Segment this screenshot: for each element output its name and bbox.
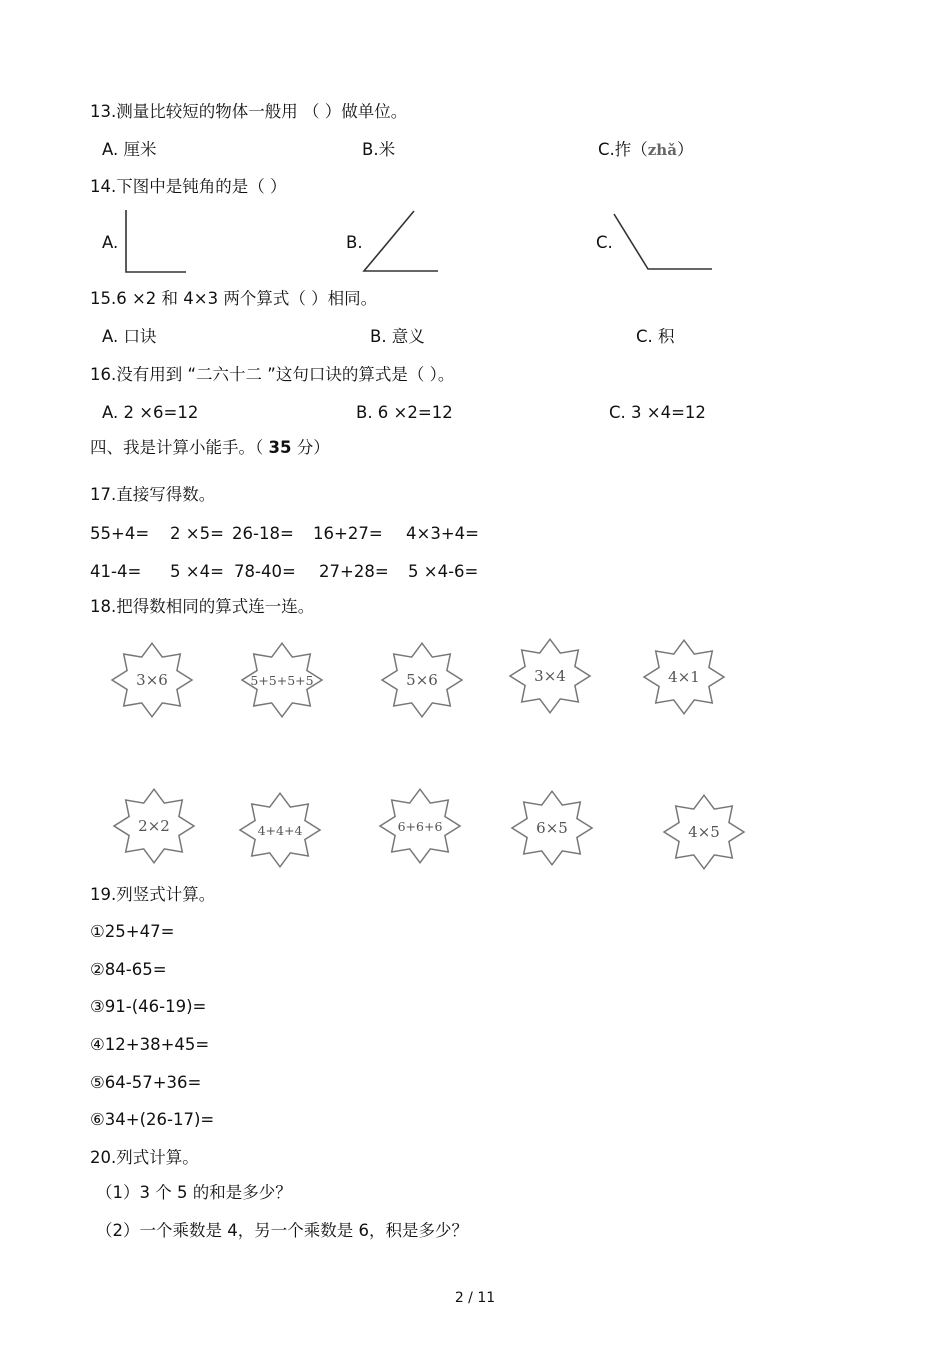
q17-row2-item: 78-40= (234, 562, 296, 581)
section-4-heading (90, 438, 330, 458)
q19-stem: 19.列竖式计算。 (90, 885, 216, 904)
star-card-top[interactable] (508, 638, 592, 714)
q19-item: ④12+38+45= (90, 1035, 210, 1054)
q20-part-2: （2）一个乘数是 4，另一个乘数是 6，积是多少？ (96, 1221, 468, 1240)
right-angle-figure (120, 208, 190, 276)
star-card-label: 4×1 (668, 668, 700, 686)
star-card-bottom[interactable] (378, 788, 462, 864)
q19-item: ①25+47= (90, 922, 175, 941)
star-card-top[interactable] (240, 642, 324, 718)
star-card-top[interactable] (380, 642, 464, 718)
q13-option-c-pinyin: zhǎ (647, 141, 677, 159)
q16-option-a: A. 2 ×6=12 (102, 403, 199, 422)
q15-option-c: C. 积 (636, 327, 675, 346)
star-card-label: 2×2 (138, 817, 170, 835)
q17-row1-item: 26-18= (232, 524, 294, 543)
q14-option-b: B. (346, 233, 363, 252)
star-card-label: 4×5 (688, 823, 720, 841)
q19-item: ⑥34+(26-17)= (90, 1110, 215, 1129)
star-card-label: 6×5 (536, 819, 568, 837)
q20-part-1: （1）3 个 5 的和是多少？ (96, 1183, 292, 1202)
q17-row2-item: 5 ×4= (170, 562, 224, 581)
star-card-top[interactable] (110, 642, 194, 718)
q14-option-c: C. (596, 233, 613, 252)
section-4-points: 35 (268, 438, 292, 457)
star-card-label: 3×4 (534, 667, 566, 685)
q13-option-c-suffix: ） (676, 140, 694, 159)
q19-item: ②84-65= (90, 960, 167, 979)
star-card-bottom[interactable] (238, 792, 322, 868)
q13-option-b: B.米 (362, 140, 396, 159)
obtuse-angle-figure (608, 208, 718, 276)
q18-stem: 18.把得数相同的算式连一连。 (90, 597, 315, 616)
q17-row2-item: 41-4= (90, 562, 142, 581)
star-card-label: 5×6 (406, 671, 438, 689)
star-card-bottom[interactable] (112, 788, 196, 864)
q14-option-a: A. (102, 233, 119, 252)
star-card-label: 4+4+4 (257, 822, 303, 838)
q13-stem: 13.测量比较短的物体一般用 （ ）做单位。 (90, 102, 408, 121)
q15-stem: 15.6 ×2 和 4×3 两个算式（ ）相同。 (90, 289, 378, 308)
acute-angle-figure (360, 208, 442, 276)
star-card-bottom[interactable] (662, 794, 746, 870)
q13-option-c (598, 140, 693, 160)
q14-stem: 14.下图中是钝角的是（ ） (90, 177, 287, 196)
section-4-heading-suffix: 分） (296, 438, 330, 457)
q15-option-a: A. 口诀 (102, 327, 157, 346)
q16-stem: 16.没有用到 “二六十二 ”这句口诀的算式是（ ）。 (90, 365, 455, 384)
q15-option-b: B. 意义 (370, 327, 425, 346)
q19-item: ⑤64-57+36= (90, 1073, 202, 1092)
star-card-label: 5+5+5+5 (250, 672, 314, 688)
q16-option-c: C. 3 ×4=12 (609, 403, 706, 422)
section-4-heading-prefix: 四、我是计算小能手。（ (90, 438, 264, 457)
page-number: 2 / 11 (454, 1290, 496, 1306)
q17-stem: 17.直接写得数。 (90, 485, 216, 504)
q17-row1-item: 2 ×5= (170, 524, 224, 543)
q13-option-c-prefix: C.拃（ (598, 140, 648, 159)
star-card-label: 3×6 (136, 671, 168, 689)
q17-row2-item: 5 ×4-6= (408, 562, 479, 581)
q16-option-b: B. 6 ×2=12 (356, 403, 453, 422)
star-card-top[interactable] (642, 639, 726, 715)
q17-row1-item: 55+4= (90, 524, 150, 543)
star-card-label: 6+6+6 (397, 818, 443, 834)
q13-option-a: A. 厘米 (102, 140, 157, 159)
q17-row1-item: 4×3+4= (406, 524, 479, 543)
q20-stem: 20.列式计算。 (90, 1148, 199, 1167)
q17-row2-item: 27+28= (319, 562, 389, 581)
star-card-bottom[interactable] (510, 790, 594, 866)
q19-item: ③91-(46-19)= (90, 997, 207, 1016)
q17-row1-item: 16+27= (313, 524, 383, 543)
